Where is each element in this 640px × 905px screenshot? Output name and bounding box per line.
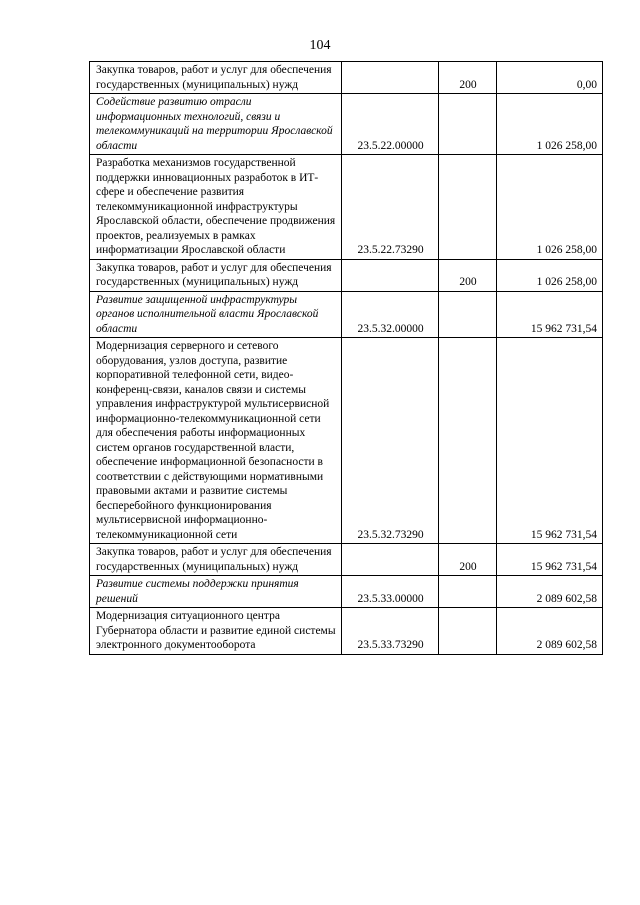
row-amount: 2 089 602,58 — [497, 576, 603, 608]
row-amount: 15 962 731,54 — [497, 338, 603, 544]
table-row — [90, 155, 603, 260]
table-row — [90, 291, 603, 338]
table-row — [90, 94, 603, 155]
row-name: Модернизация ситуационного центра Губернатора области и развитие единой системы электронного документооборота — [90, 608, 342, 655]
row-target-code — [342, 62, 439, 94]
row-expense-type — [439, 608, 497, 655]
row-expense-type — [439, 576, 497, 608]
row-target-code — [342, 544, 439, 576]
row-expense-type — [439, 155, 497, 260]
row-amount: 15 962 731,54 — [497, 544, 603, 576]
row-name: Содействие развитию отрасли информационных технологий, связи и телекоммуникаций на территории Ярославской области — [90, 94, 342, 155]
row-amount: 1 026 258,00 — [497, 94, 603, 155]
row-name: Закупка товаров, работ и услуг для обеспечения государственных (муниципальных) нужд — [90, 544, 342, 576]
row-target-code: 23.5.33.00000 — [342, 576, 439, 608]
row-expense-type — [439, 291, 497, 338]
budget-table-body — [90, 62, 603, 655]
budget-table — [89, 61, 603, 655]
table-row — [90, 338, 603, 544]
table-row — [90, 259, 603, 291]
row-name: Развитие системы поддержки принятия решений — [90, 576, 342, 608]
row-amount: 0,00 — [497, 62, 603, 94]
row-name: Модернизация серверного и сетевого оборудования, узлов доступа, развитие корпоративной телефонной сети, видео-конференц-связи, каналов связи и системы управления инфраструктурой мультисервисной информационно-телекоммуникационной сети для обеспечения работы информационных систем органов государственной власти, обеспечение информационной безопасности в соответствии с действующими нормативными правовыми актами и развитие системы бесперебойного функционирования мультисервисной информационно-телекоммуникационной сети — [90, 338, 342, 544]
table-row — [90, 608, 603, 655]
row-name: Развитие защищенной инфраструктуры органов исполнительной власти Ярославской области — [90, 291, 342, 338]
row-expense-type: 200 — [439, 259, 497, 291]
row-name: Закупка товаров, работ и услуг для обеспечения государственных (муниципальных) нужд — [90, 62, 342, 94]
page-number: 104 — [309, 38, 331, 53]
table-row — [90, 576, 603, 608]
row-expense-type: 200 — [439, 62, 497, 94]
row-target-code: 23.5.22.73290 — [342, 155, 439, 260]
row-amount: 1 026 258,00 — [497, 259, 603, 291]
row-expense-type — [439, 338, 497, 544]
row-amount: 15 962 731,54 — [497, 291, 603, 338]
row-target-code — [342, 259, 439, 291]
row-name: Разработка механизмов государственной поддержки инновационных разработок в ИТ-сфере и обеспечение развития телекоммуникационной инфраструктуры Ярославской области, обеспечение продвижения проектов, реализуемых в рамках информатизации Ярославской области — [90, 155, 342, 260]
row-amount: 1 026 258,00 — [497, 155, 603, 260]
row-target-code: 23.5.33.73290 — [342, 608, 439, 655]
row-target-code: 23.5.32.73290 — [342, 338, 439, 544]
table-row — [90, 544, 603, 576]
table-row — [90, 62, 603, 94]
row-target-code: 23.5.32.00000 — [342, 291, 439, 338]
row-target-code: 23.5.22.00000 — [342, 94, 439, 155]
row-amount: 2 089 602,58 — [497, 608, 603, 655]
row-name: Закупка товаров, работ и услуг для обеспечения государственных (муниципальных) нужд — [90, 259, 342, 291]
row-expense-type: 200 — [439, 544, 497, 576]
row-expense-type — [439, 94, 497, 155]
